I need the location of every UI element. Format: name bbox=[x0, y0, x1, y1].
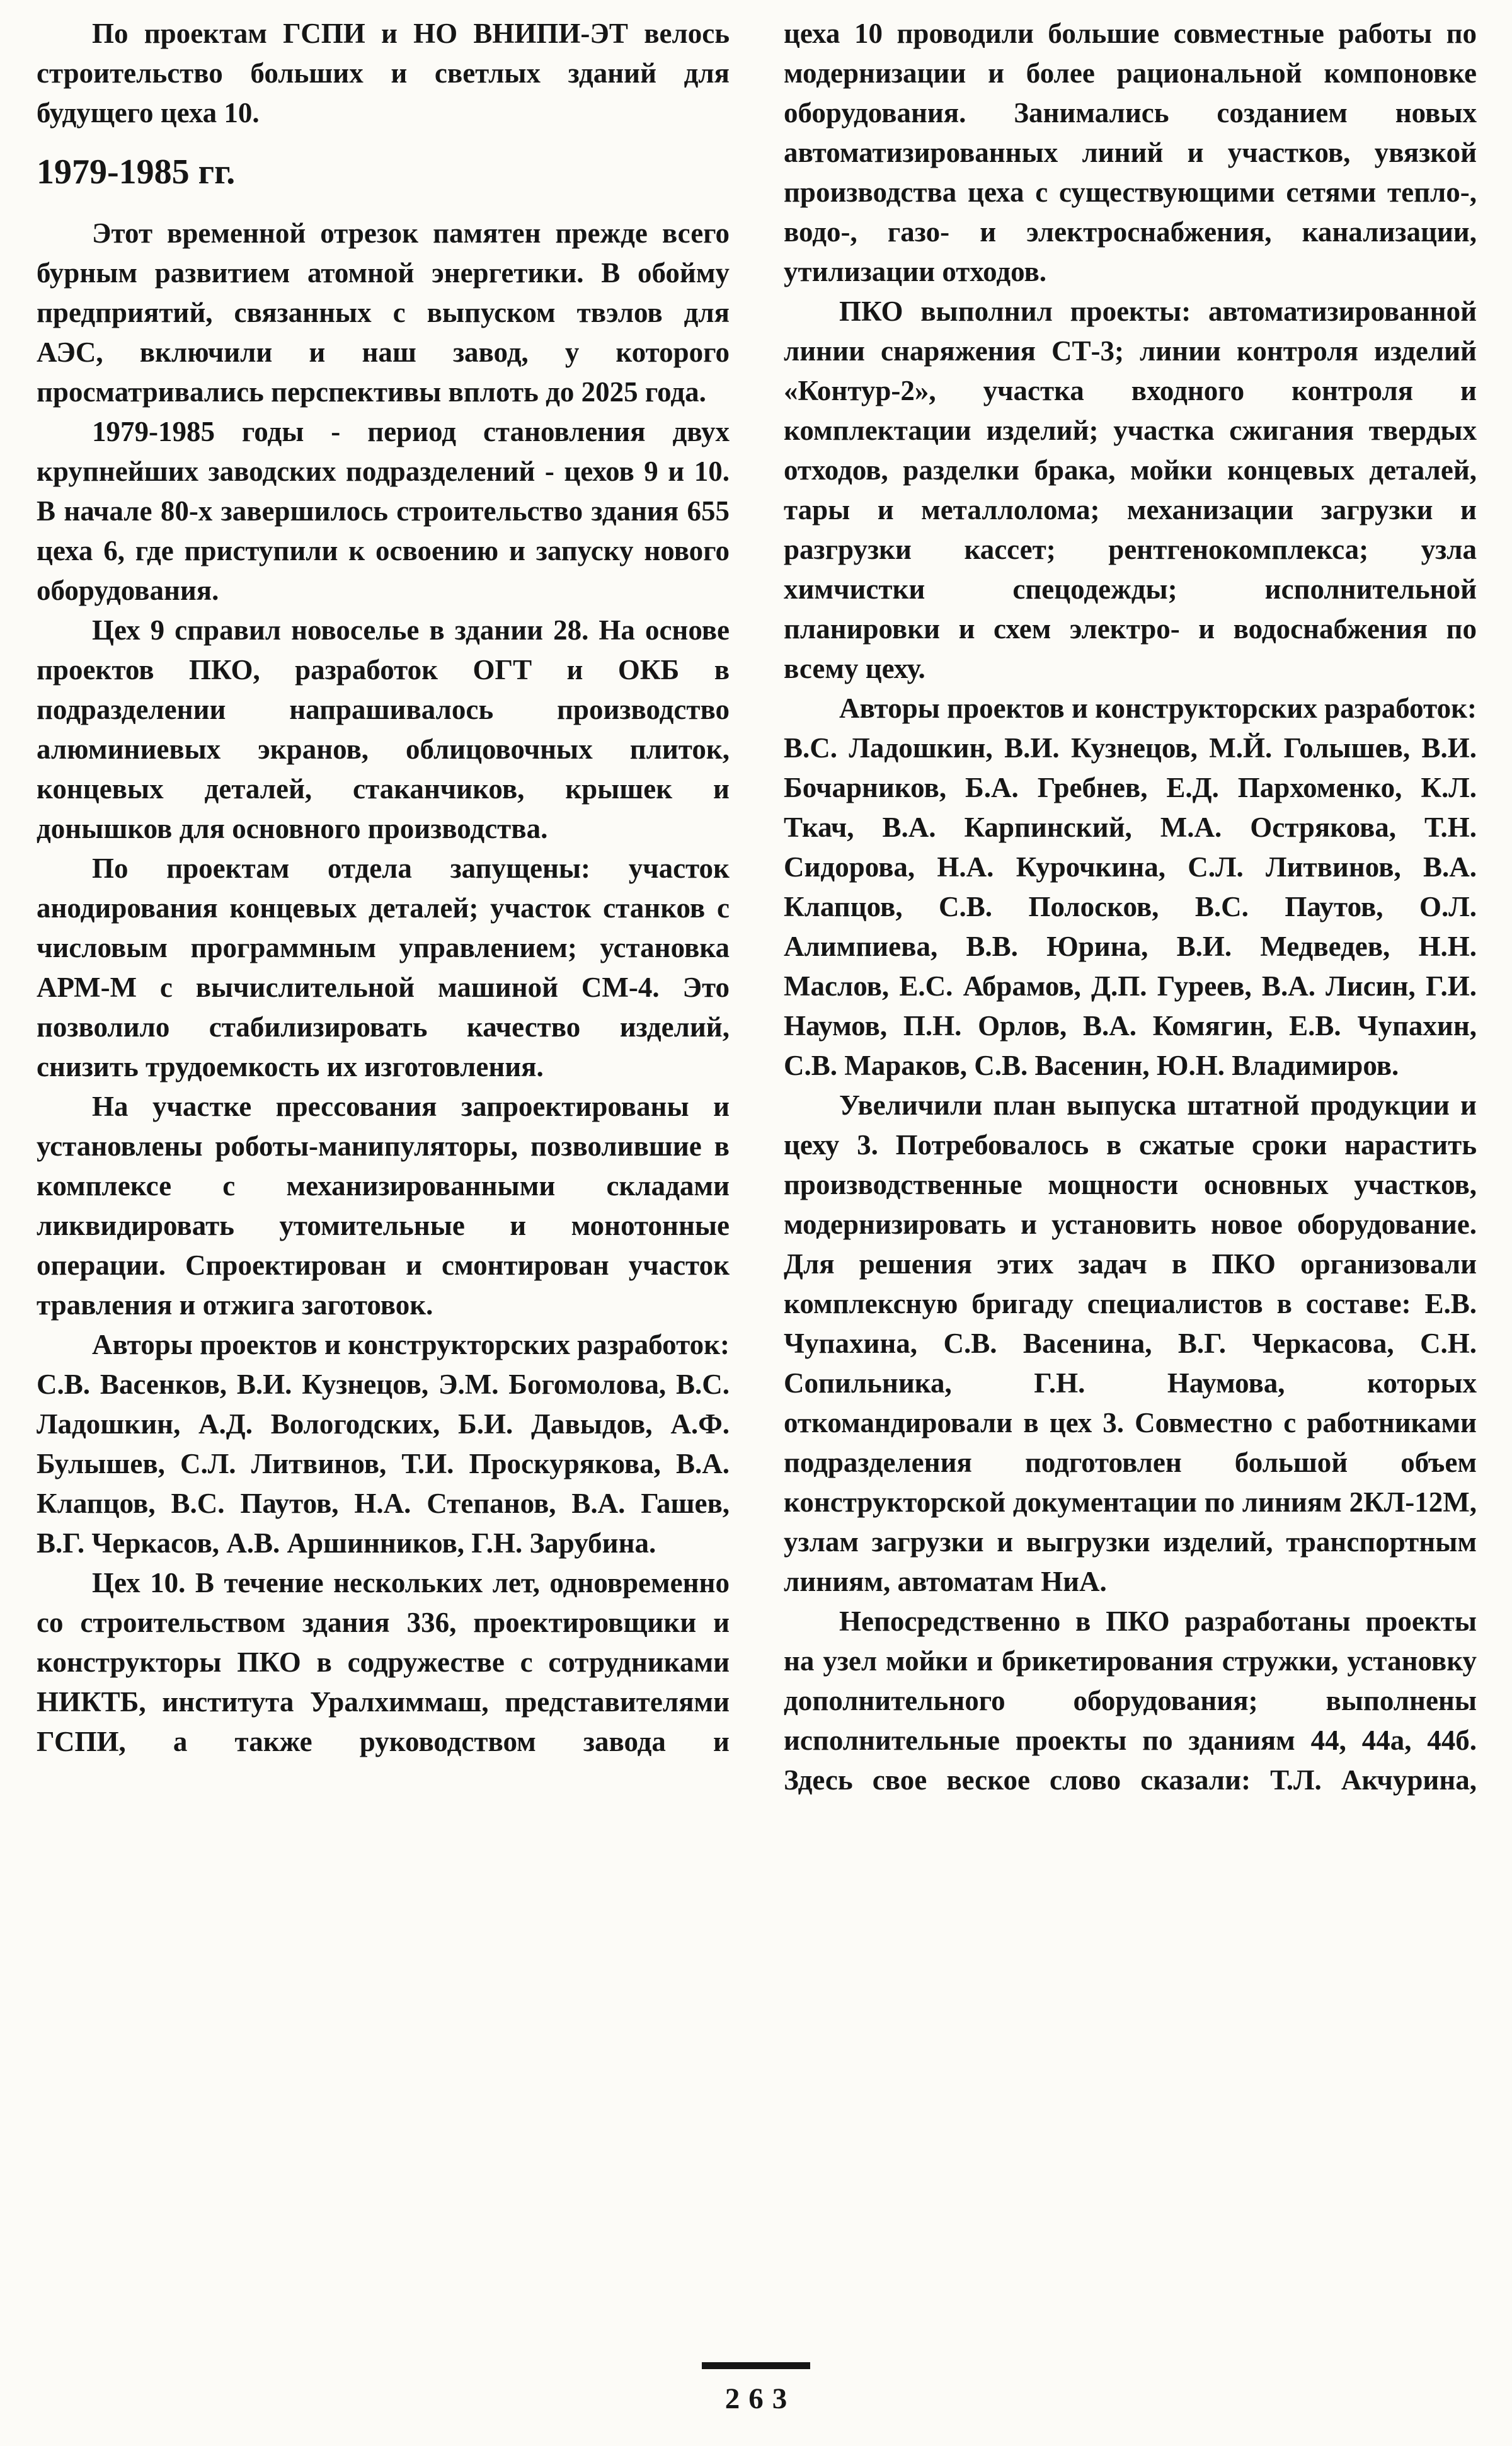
paragraph: Увеличили план выпуска штатной продукции и цеху 3. Потребовалось в сжатые сроки нарастить производственные мощности основных участков, модернизировать и установить новое оборудование. Для решения этих задач в ПКО организовали комплексную бригаду специалистов в составе: Е.В. Чупахина, С.В. Васенина, В.Г. Черкасова, С.Н. Сопильника, Г.Н. Наумова, которых откомандировали в цех 3. Совместно с работниками подразделения подготовлен большой объем конструкторской документации по линиям 2КЛ-12М, узлам загрузки и выгрузки изделий, транспортным линиям, автоматам НиА. bbox=[784, 1089, 1477, 1597]
paragraph: Этот временной отрезок памятен прежде всего бурным развитием атомной энергетики. В обойму предприятий, связанных с выпуском твэлов для АЭС, включили и наш завод, у которого просматривались перспективы вплоть до 2025 года. bbox=[37, 217, 730, 408]
paragraph: Цех 9 справил новоселье в здании 28. На основе проектов ПКО, разработок ОГТ и ОКБ в подразделении напрашивалось производство алюминиевых экранов, облицовочных плиток, концевых деталей, стаканчиков, крышек и донышков для основного производства. bbox=[37, 614, 730, 844]
paragraph: Авторы проектов и конструкторских разработок: С.В. Васенков, В.И. Кузнецов, Э.М. Богомолова, В.С. Ладошкин, А.Д. Вологодских, Б.И. Давыдов, А.Ф. Булышев, С.Л. Литвинов, Т.И. Проскурякова, В.А. Клапцов, В.С. Паутов, Н.А. Степанов, В.А. Гашев, В.Г. Черкасов, А.В. Аршинников, Г.Н. Зарубина. bbox=[37, 1329, 730, 1559]
paragraph: 1979-1985 годы - период становления двух крупнейших заводских подразделений - цехов 9 и 10. В начале 80-х завершилось строительство здания 655 цеха 6, где приступили к освоению и запуску нового оборудования. bbox=[37, 416, 730, 606]
section-heading: 1979-1985 гг. bbox=[37, 152, 236, 192]
column-right bbox=[784, 14, 1477, 1800]
page-footer bbox=[0, 2362, 1512, 2416]
paragraph: По проектам отдела запущены: участок анодирования концевых деталей; участок станков с числовым программным управлением; установка АРМ-М с вычислительной машиной СМ-4. Это позволило стабилизировать качество изделий, снизить трудоемкость их изготовления. bbox=[37, 853, 730, 1082]
paragraph: ПКО выполнил проекты: автоматизированной линии снаряжения СТ-3; линии контроля изделий «Контур-2», участка входного контроля и комплектации изделий; участка сжигания твердых отходов, разделки брака, мойки концевых деталей, тары и металлолома; механизации загрузки и разгрузки кассет; рентгенокомплекса; узла химчистки спецодежды; исполнительной планировки и схем электро- и водоснабжения по всему цеху. bbox=[784, 296, 1477, 684]
page-number: 263 bbox=[724, 2382, 796, 2415]
paragraph: Цех 10. В течение нескольких лет, одновременно со строительством здания 336, проектировщики и конструкторы ПКО в содружестве с сотрудниками НИКТБ, института Уралхиммаш, представителями ГСПИ, а также руководством завода и bbox=[37, 1567, 730, 1757]
paragraph: По проектам ГСПИ и НО ВНИПИ-ЭТ велось строительство больших и светлых зданий для будущего цеха 10. bbox=[37, 18, 730, 129]
paragraph: Непосредственно в ПКО разработаны проекты на узел мойки и брикетирования стружки, установку дополнительного оборудования; выполнены исполнительные проекты по зданиям 44, 44а, 44б. Здесь свое веское слово сказали: Т.Л. Акчурина, bbox=[784, 1605, 1477, 1796]
paragraph: На участке прессования запроектированы и установлены роботы-манипуляторы, позволившие в комплексе с механизированными складами ликвидировать утомительные и монотонные операции. Спроектирован и смонтирован участок травления и отжига заготовок. bbox=[37, 1091, 730, 1321]
paragraph: цеха 10 проводили большие совместные работы по модернизации и более рациональной компоновке оборудования. Занимались созданием новых автоматизированных линий и участков, увязкой производства цеха с существующими сетями тепло-, водо-, газо- и электроснабжения, канализации, утилизации отходов. bbox=[784, 18, 1477, 287]
footer-rule bbox=[702, 2362, 810, 2369]
paragraph: Авторы проектов и конструкторских разработок: В.С. Ладошкин, В.И. Кузнецов, М.Й. Голышев, В.И. Бочарников, Б.А. Гребнев, Е.Д. Пархоменко, К.Л. Ткач, В.А. Карпинский, М.А. Острякова, Т.Н. Сидорова, Н.А. Курочкина, С.Л. Литвинов, В.А. Клапцов, С.В. Полосков, В.С. Паутов, О.Л. Алимпиева, В.В. Юрина, В.И. Медведев, Н.Н. Маслов, Е.С. Абрамов, Д.П. Гуреев, В.А. Лисин, Г.И. Наумов, П.Н. Орлов, В.А. Комягин, Е.В. Чупахин, С.В. Мараков, С.В. Васенин, Ю.Н. Владимиров. bbox=[784, 692, 1477, 1081]
column-left bbox=[37, 14, 730, 1800]
